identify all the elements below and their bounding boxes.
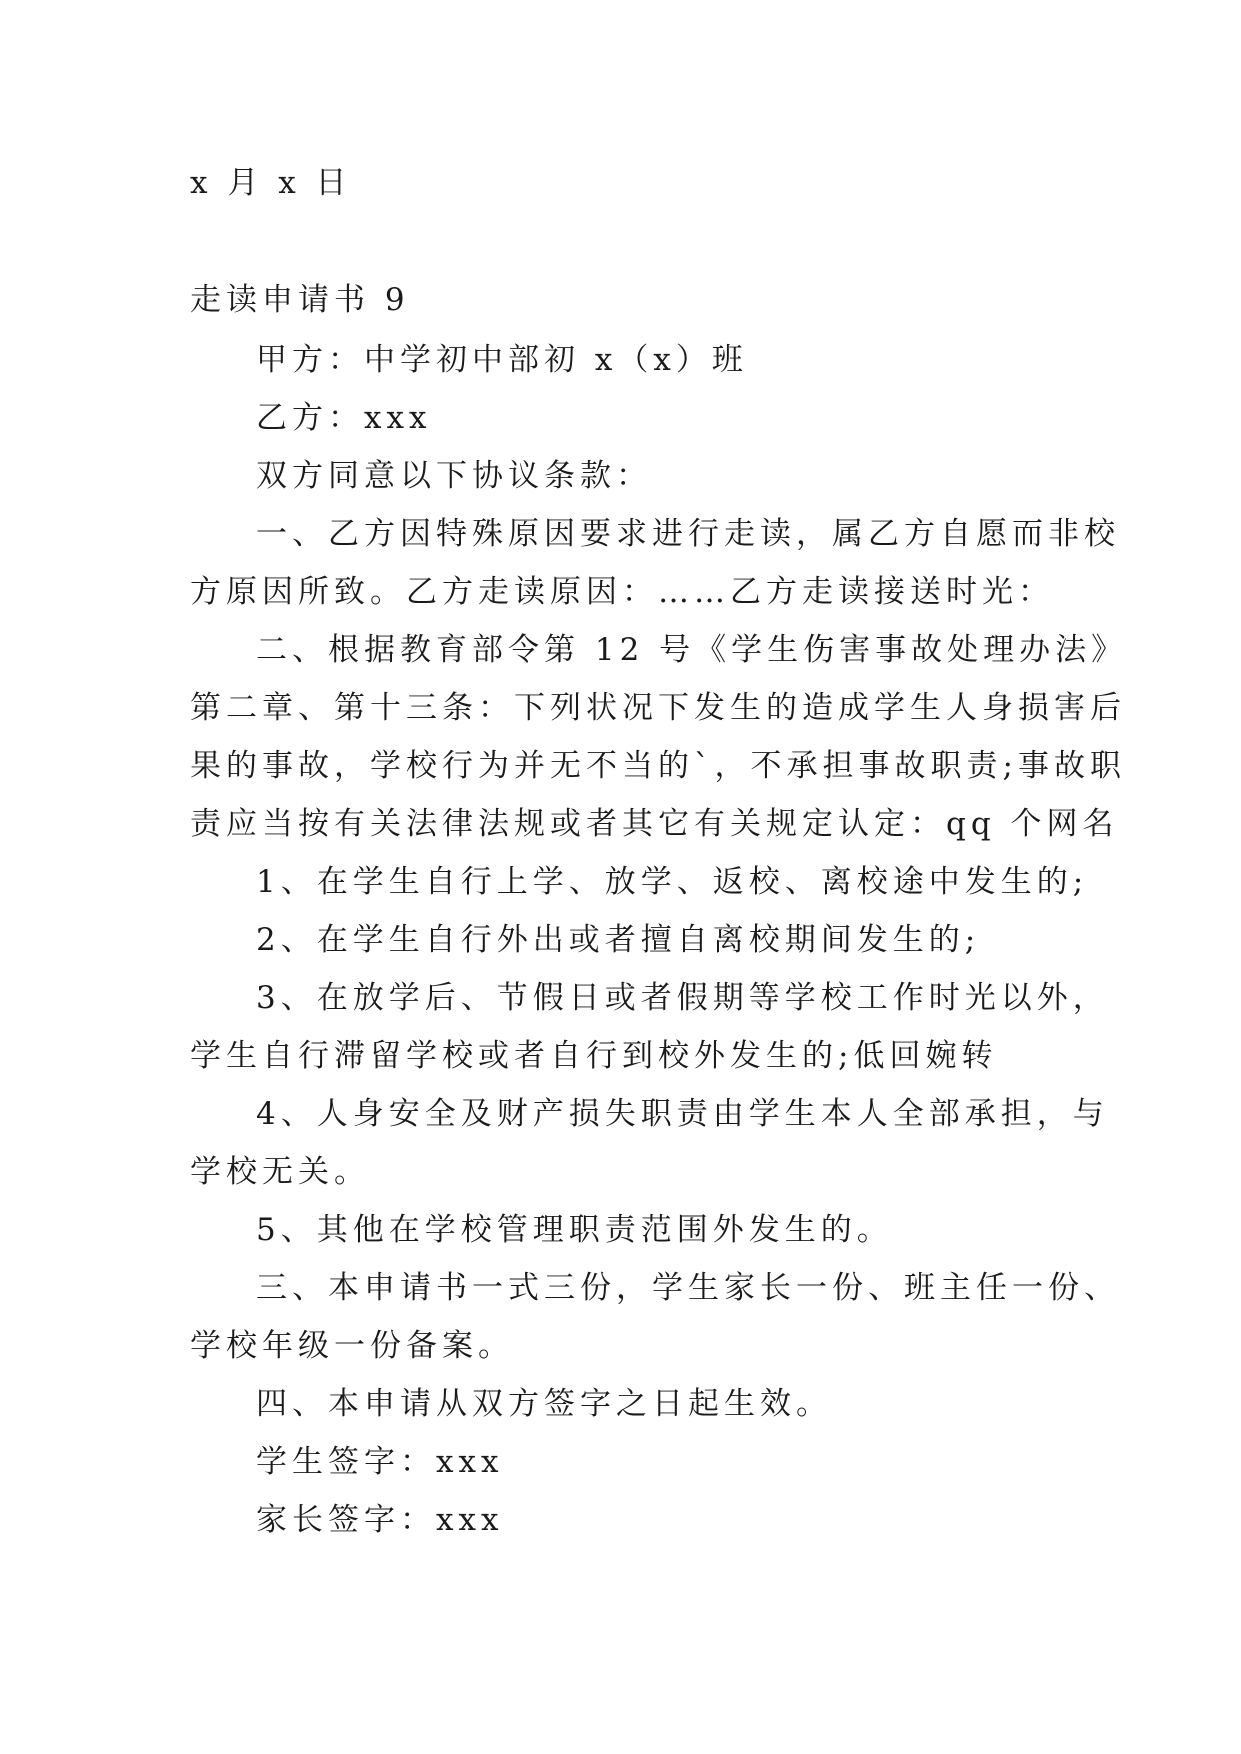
item-2: 2、在学生自行外出或者擅自离校期间发生的; (256, 922, 981, 958)
clause-4: 四、本申请从双方签字之日起生效。 (256, 1386, 832, 1422)
clause-1-line-1: 一、乙方因特殊原因要求进行走读，属乙方自愿而非校 (256, 516, 1120, 552)
clause-1-line-2: 方原因所致。乙方走读原因：……乙方走读接送时光： (190, 574, 1054, 610)
clause-2-line-4: 责应当按有关法律法规或者其它有关规定认定：qq 个网名 (190, 806, 1119, 842)
party-a-line: 甲方：中学初中部初 x（x）班 (256, 342, 748, 378)
item-4-line-1: 4、人身安全及财产损失职责由学生本人全部承担，与 (256, 1096, 1109, 1132)
item-4-line-2: 学校无关。 (190, 1154, 370, 1190)
parent-signature: 家长签字：xxx (256, 1502, 504, 1538)
clause-2-line-3: 果的事故，学校行为并无不当的`，不承担事故职责;事故职 (190, 748, 1126, 784)
clause-3-line-1: 三、本申请书一式三份，学生家长一份、班主任一份、 (256, 1270, 1120, 1306)
document-title: 走读申请书 9 (190, 282, 410, 318)
item-1: 1、在学生自行上学、放学、返校、离校途中发生的; (256, 864, 1089, 900)
item-3-line-1: 3、在放学后、节假日或者假期等学校工作时光以外， (256, 980, 1109, 1016)
clause-3-line-2: 学校年级一份备案。 (190, 1328, 514, 1364)
student-signature: 学生签字：xxx (256, 1444, 504, 1480)
clause-2-line-2: 第二章、第十三条：下列状况下发生的造成学生人身损害后 (190, 690, 1126, 726)
item-3-line-2: 学生自行滞留学校或者自行到校外发生的;低回婉转 (190, 1038, 998, 1074)
agreement-intro: 双方同意以下协议条款： (256, 458, 652, 494)
clause-2-line-1: 二、根据教育部令第 12 号《学生伤害事故处理办法》 (256, 632, 1128, 668)
party-b-line: 乙方：xxx (256, 400, 432, 436)
item-5: 5、其他在学校管理职责范围外发生的。 (256, 1212, 893, 1248)
date-line: x 月 x 日 (190, 165, 352, 201)
